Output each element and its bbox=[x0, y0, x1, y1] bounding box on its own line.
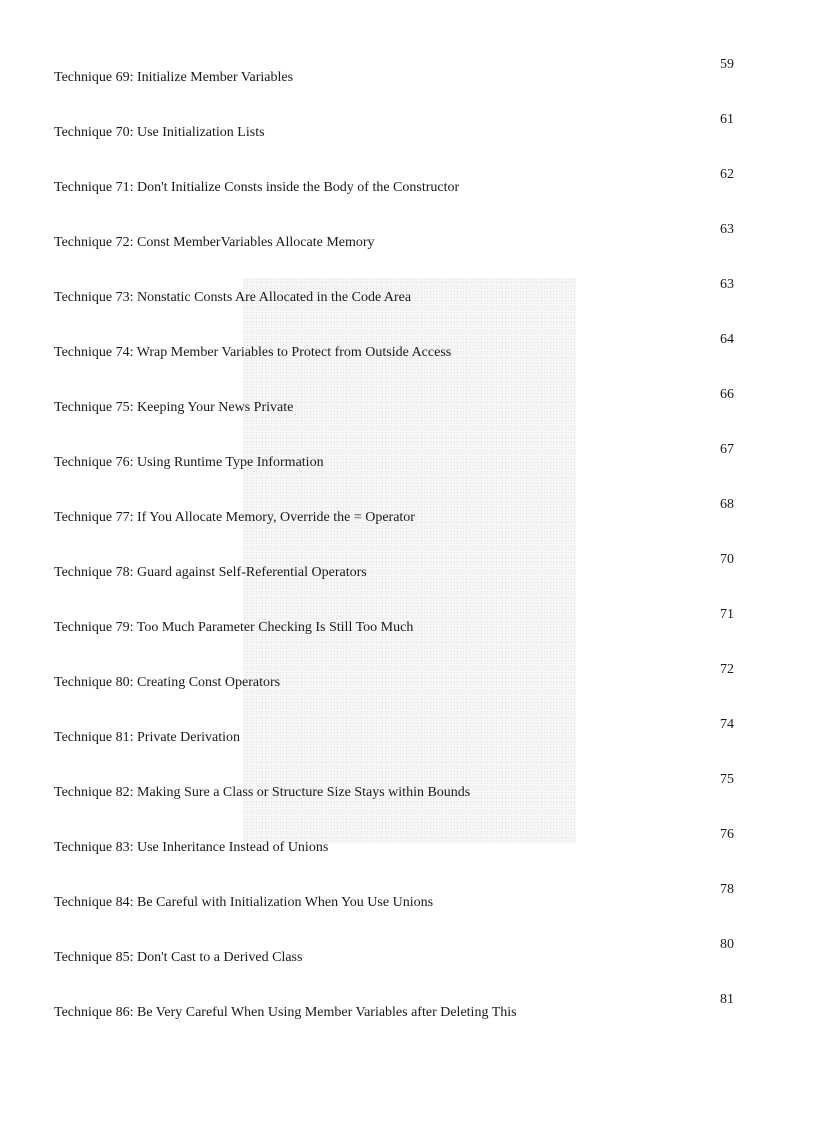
toc-entry-title: Technique 80: Creating Const Operators bbox=[54, 675, 281, 690]
toc-entry-title: Technique 78: Guard against Self-Referential Operators bbox=[54, 565, 367, 580]
toc-entry-title: Technique 81: Private Derivation bbox=[54, 730, 241, 745]
toc-entry-page: 70 bbox=[720, 552, 734, 567]
toc-entry-title: Technique 74: Wrap Member Variables to Protect from Outside Access bbox=[54, 345, 452, 360]
toc-entry-page: 62 bbox=[720, 167, 734, 182]
toc-entry-page: 61 bbox=[720, 112, 734, 127]
toc-entry-title: Technique 75: Keeping Your News Private bbox=[54, 400, 294, 415]
toc-entry-title: Technique 71: Don't Initialize Consts inside the Body of the Constructor bbox=[54, 180, 460, 195]
toc-entry-title: Technique 70: Use Initialization Lists bbox=[54, 125, 265, 140]
toc-entry bbox=[0, 222, 816, 277]
toc-entry-title: Technique 76: Using Runtime Type Information bbox=[54, 455, 324, 470]
toc-entry-page: 76 bbox=[720, 827, 734, 842]
toc-entry-title: Technique 83: Use Inheritance Instead of Unions bbox=[54, 840, 329, 855]
toc-entry bbox=[0, 772, 816, 827]
toc-entry-page: 67 bbox=[720, 442, 734, 457]
toc-entry bbox=[0, 57, 816, 112]
toc-entry-title: Technique 77: If You Allocate Memory, Override the = Operator bbox=[54, 510, 415, 525]
toc-entry-title: Technique 86: Be Very Careful When Using Member Variables after Deleting This bbox=[54, 1005, 517, 1020]
toc-entry-page: 59 bbox=[720, 57, 734, 72]
toc-entry bbox=[0, 497, 816, 552]
toc-entry bbox=[0, 717, 816, 772]
toc-entry-title: Technique 69: Initialize Member Variables bbox=[54, 70, 294, 85]
toc-entry bbox=[0, 277, 816, 332]
toc-entry-page: 63 bbox=[720, 277, 734, 292]
toc-entry-page: 66 bbox=[720, 387, 734, 402]
toc-entry bbox=[0, 662, 816, 717]
toc-entry-page: 81 bbox=[720, 992, 734, 1007]
toc-entry-page: 63 bbox=[720, 222, 734, 237]
toc-entry-page: 75 bbox=[720, 772, 734, 787]
toc-entry-page: 78 bbox=[720, 882, 734, 897]
toc-entry-title: Technique 84: Be Careful with Initialization When You Use Unions bbox=[54, 895, 434, 910]
toc-entry-page: 72 bbox=[720, 662, 734, 677]
toc-entry bbox=[0, 937, 816, 992]
toc-entry bbox=[0, 387, 816, 442]
toc-entry bbox=[0, 442, 816, 497]
toc-entry bbox=[0, 167, 816, 222]
toc-entry bbox=[0, 992, 816, 1047]
toc-entry bbox=[0, 332, 816, 387]
toc-entry bbox=[0, 882, 816, 937]
toc-entry-page: 68 bbox=[720, 497, 734, 512]
toc-entry-title: Technique 85: Don't Cast to a Derived Class bbox=[54, 950, 303, 965]
toc-entry-title: Technique 82: Making Sure a Class or Structure Size Stays within Bounds bbox=[54, 785, 471, 800]
toc-entry-page: 71 bbox=[720, 607, 734, 622]
toc-entry bbox=[0, 112, 816, 167]
toc-entry-page: 74 bbox=[720, 717, 734, 732]
toc-entry-title: Technique 79: Too Much Parameter Checking Is Still Too Much bbox=[54, 620, 414, 635]
toc-entry-title: Technique 72: Const MemberVariables Allocate Memory bbox=[54, 235, 375, 250]
toc-entry-page: 80 bbox=[720, 937, 734, 952]
toc-entry-page: 64 bbox=[720, 332, 734, 347]
toc-entry-title: Technique 73: Nonstatic Consts Are Allocated in the Code Area bbox=[54, 290, 412, 305]
toc-entry bbox=[0, 552, 816, 607]
toc-entry bbox=[0, 607, 816, 662]
toc-entry bbox=[0, 827, 816, 882]
